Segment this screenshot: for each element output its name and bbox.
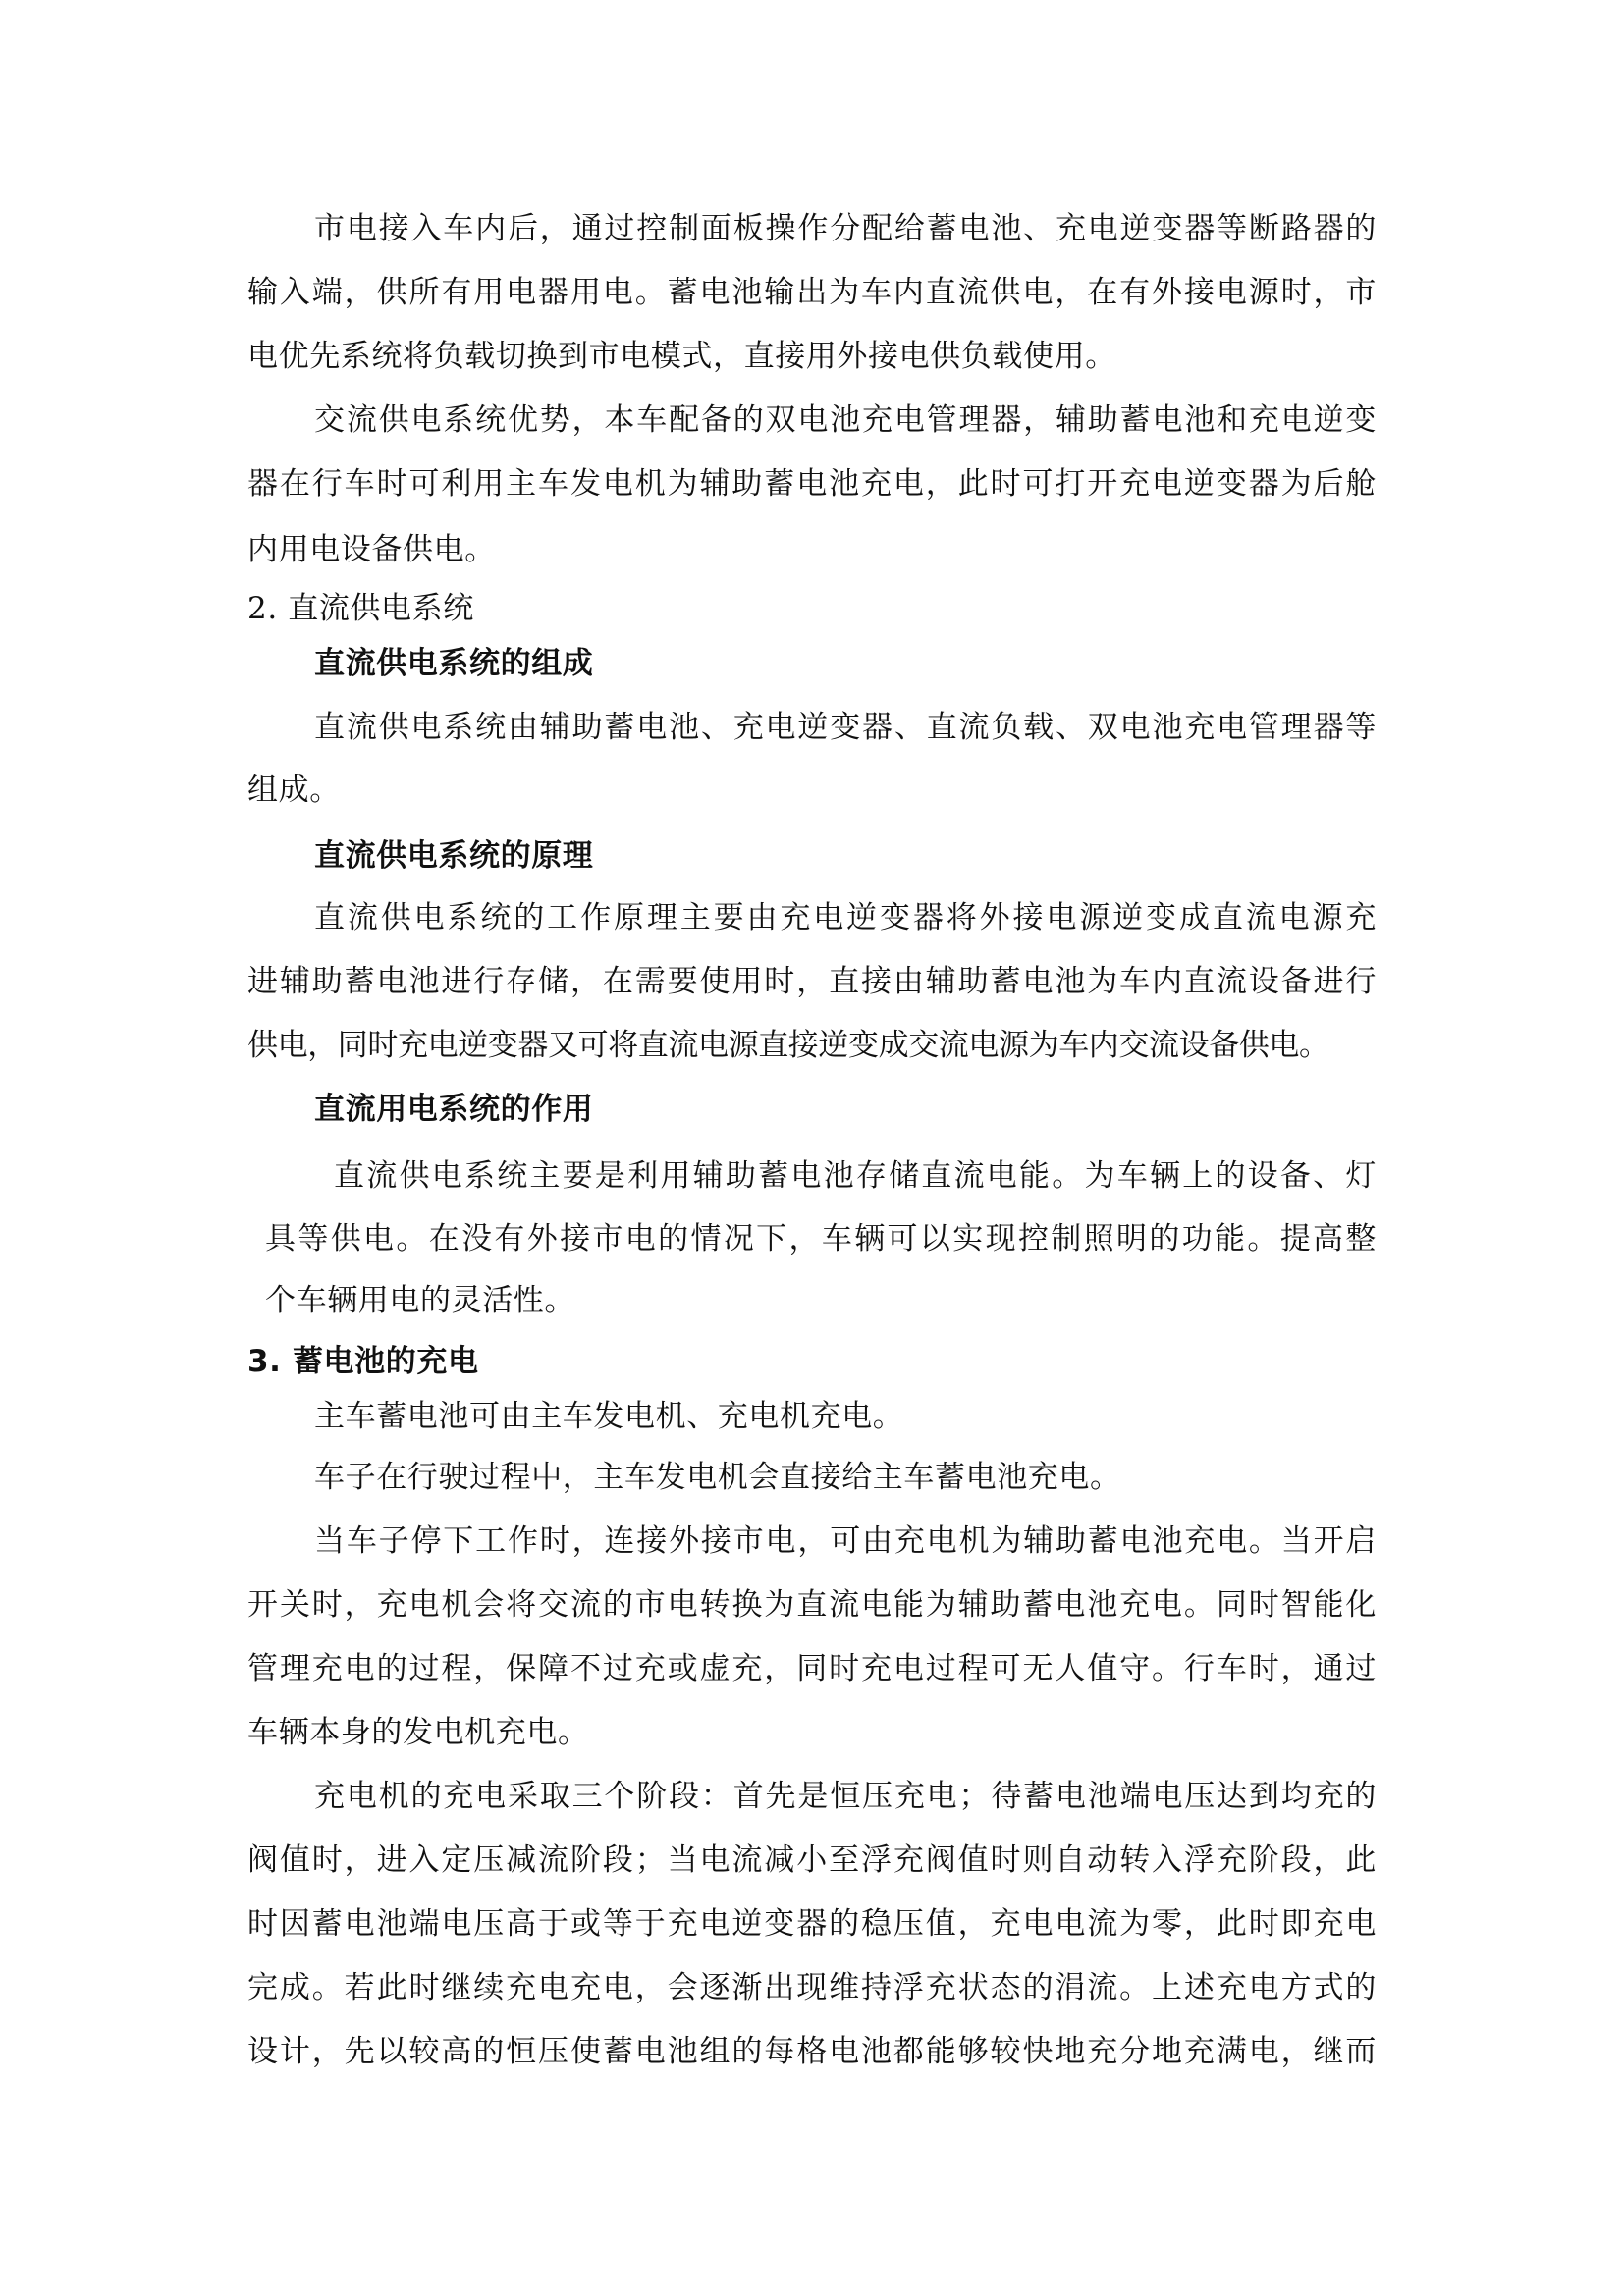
paragraph-line: 具等供电。在没有外接市电的情况下，车辆可以实现控制照明的功能。提高整 [265,1221,1377,1256]
paragraph-line: 市电接入车内后，通过控制面板操作分配给蓄电池、充电逆变器等断路器的 [314,211,1377,246]
paragraph-line: 输入端，供所有用电器用电。蓄电池输出为车内直流供电，在有外接电源时，市 [247,275,1377,310]
paragraph-line: 主车蓄电池可由主车发电机、充电机充电。 [314,1399,904,1434]
paragraph-line: 完成。若此时继续充电充电，会逐渐出现维持浮充状态的涓流。上述充电方式的 [247,1970,1377,2005]
paragraph-line: 充电机的充电采取三个阶段：首先是恒压充电；待蓄电池端电压达到均充的 [314,1779,1377,1814]
paragraph-line: 当车子停下工作时，连接外接市电，可由充电机为辅助蓄电池充电。当开启 [314,1523,1377,1559]
paragraph-line: 阀值时，进入定压减流阶段；当电流减小至浮充阀值时则自动转入浮充阶段，此 [247,1842,1377,1878]
paragraph-line: 组成。 [247,773,341,808]
subsection-heading: 直流用电系统的作用 [314,1092,594,1127]
paragraph-line: 供电，同时充电逆变器又可将直流电源直接逆变成交流电源为车内交流设备供电。 [247,1028,1329,1063]
paragraph-line: 开关时，充电机会将交流的市电转换为直流电能为辅助蓄电池充电。同时智能化 [247,1587,1377,1623]
subsection-heading: 直流供电系统的原理 [314,838,594,874]
paragraph-line: 管理充电的过程，保障不过充或虚充，同时充电过程可无人值守。行车时，通过 [247,1651,1377,1686]
paragraph-line: 内用电设备供电。 [247,532,496,567]
paragraph-line: 电优先系统将负载切换到市电模式，直接用外接电供负载使用。 [247,339,1116,374]
paragraph-line: 器在行车时可利用主车发电机为辅助蓄电池充电，此时可打开充电逆变器为后舱 [247,466,1377,502]
subsection-heading: 直流供电系统的组成 [314,646,594,681]
paragraph-line: 车子在行驶过程中，主车发电机会直接给主车蓄电池充电。 [314,1460,1121,1495]
paragraph-line: 直流供电系统由辅助蓄电池、充电逆变器、直流负载、双电池充电管理器等 [314,710,1377,745]
paragraph-line: 个车辆用电的灵活性。 [265,1283,575,1318]
paragraph-line: 直流供电系统主要是利用辅助蓄电池存储直流电能。为车辆上的设备、灯 [334,1158,1377,1194]
paragraph-line: 设计，先以较高的恒压使蓄电池组的每格电池都能够较快地充分地充满电，继而 [247,2034,1377,2069]
section-heading: 3. 蓄电池的充电 [247,1344,479,1379]
paragraph-line: 交流供电系统优势，本车配备的双电池充电管理器，辅助蓄电池和充电逆变 [314,402,1377,438]
paragraph-line: 时因蓄电池端电压高于或等于充电逆变器的稳压值，充电电流为零，此时即充电 [247,1906,1377,1942]
section-heading: 2. 直流供电系统 [247,591,474,626]
paragraph-line: 直流供电系统的工作原理主要由充电逆变器将外接电源逆变成直流电源充 [314,900,1377,935]
paragraph-line: 车辆本身的发电机充电。 [247,1715,589,1750]
paragraph-line: 进辅助蓄电池进行存储，在需要使用时，直接由辅助蓄电池为车内直流设备进行 [247,964,1377,999]
